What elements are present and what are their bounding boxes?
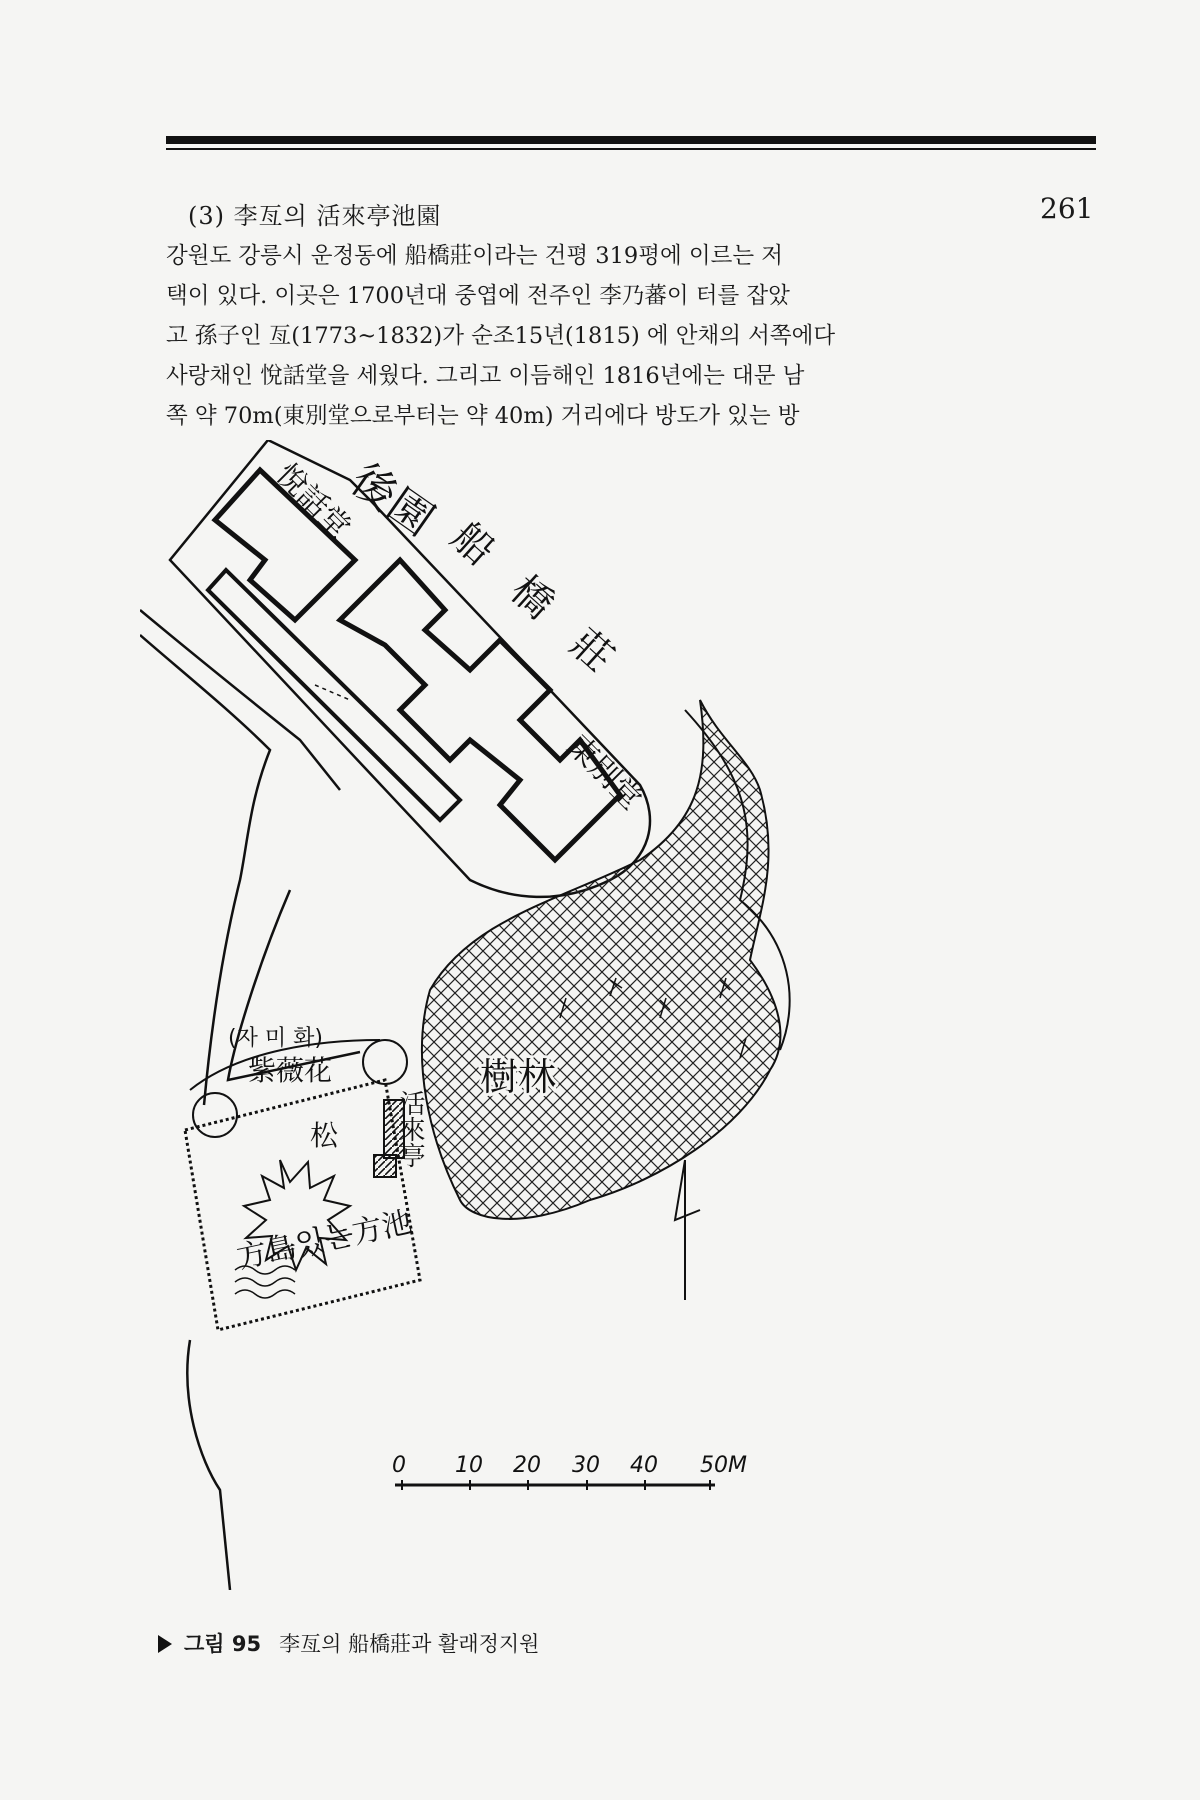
body-line: 고 孫子인 亙(1773~1832)가 순조15년(1815) 에 안채의 서쪽에다 <box>166 323 836 349</box>
label-rear-garden: 後園 <box>341 453 443 547</box>
label-grove: 樹林 <box>480 1055 557 1099</box>
label-pine: 松 <box>310 1119 339 1152</box>
scale-label: 0 <box>392 1453 406 1478</box>
site-plan-figure <box>140 440 900 1590</box>
section-heading: (3) 李亙의 活來亭池園 <box>188 202 442 230</box>
site-plan-drawing <box>140 440 900 1590</box>
road-edge <box>187 1340 230 1590</box>
road-edge <box>140 610 340 790</box>
body-paragraph <box>166 236 946 436</box>
main-house <box>340 560 620 860</box>
north-arrow <box>675 1160 700 1300</box>
scale-label: 10 <box>455 1453 483 1478</box>
label-crape-myrtle-reading: (자 미 화) <box>228 1026 323 1051</box>
header-rule-thin <box>166 148 1096 150</box>
label-hwallaejeong: 活來亭 <box>395 1090 425 1168</box>
label-yeolhwadang: 悅話堂 <box>268 457 358 546</box>
figure-number: 그림 95 <box>184 1632 262 1656</box>
scale-label: 50M <box>700 1453 747 1478</box>
figure-caption <box>158 1628 539 1658</box>
body-line: 강원도 강릉시 운정동에 船橋莊이라는 건평 319평에 이르는 저 <box>166 243 783 269</box>
header-rule-thick <box>166 136 1096 144</box>
caption-marker-icon <box>158 1635 172 1653</box>
label-east-annex: 東別堂 <box>560 728 649 817</box>
label-square-pond: 方島있는方池 <box>233 1204 416 1277</box>
scale-label: 30 <box>572 1453 600 1478</box>
body-line: 사랑채인 悅話堂을 세웠다. 그리고 이듬해인 1816년에는 대문 남 <box>166 363 805 389</box>
caption-text: 李亙의 船橋莊과 활래정지원 <box>279 1632 540 1656</box>
label-crape-myrtle: 紫薇花 <box>248 1054 333 1087</box>
road-edge <box>228 890 360 1080</box>
page-number: 261 <box>1040 192 1094 225</box>
scale-label: 40 <box>630 1453 658 1478</box>
body-line: 쪽 약 70m(東別堂으로부터는 약 40m) 거리에다 방도가 있는 방 <box>166 403 800 429</box>
scale-label: 20 <box>513 1453 541 1478</box>
label-seongyojang: 船橋莊 <box>442 513 652 709</box>
body-line: 택이 있다. 이곳은 1700년대 중엽에 전주인 李乃蕃이 터를 잡았 <box>166 283 790 309</box>
pavilion-annex <box>374 1155 396 1177</box>
